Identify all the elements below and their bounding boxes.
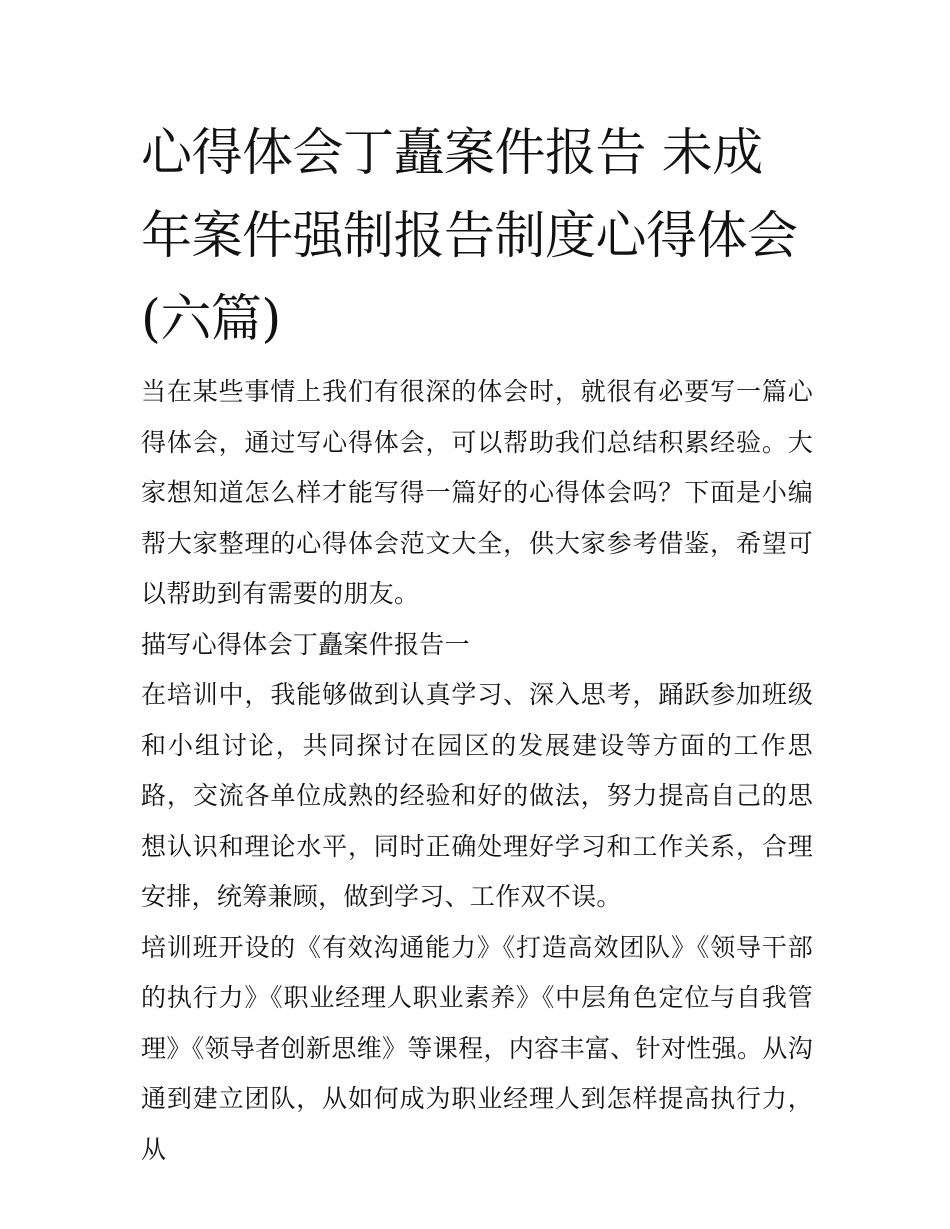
body-paragraph: 培训班开设的《有效沟通能力》《打造高效团队》《领导干部的执行力》《职业经理人职业素养》《中层角色定位与自我管理》《领导者创新思维》等课程，内容丰富、针对性强。从沟通到建立团队，从如何成为职业经理人到怎样提高执行力，从 <box>141 932 813 1164</box>
section-heading: 描写心得体会丁矗案件报告一 <box>141 629 470 659</box>
document-page <box>141 112 813 1175</box>
intro-paragraph: 当在某些事情上我们有很深的体会时，就很有必要写一篇心得体会，通过写心得体会，可以帮助我们总结积累经验。大家想知道怎么样才能写得一篇好的心得体会吗？下面是小编帮大家整理的心得体会范文大全，供大家参考借鉴，希望可以帮助到有需要的朋友。 <box>141 377 813 608</box>
body-paragraph: 在培训中，我能够做到认真学习、深入思考，踊跃参加班级和小组讨论，共同探讨在园区的发展建设等方面的工作思路，交流各单位成熟的经验和好的做法，努力提高自己的思想认识和理论水平，同时正确处理好学习和工作关系，合理安排，统筹兼顾，做到学习、工作双不误。 <box>141 680 813 911</box>
document-body <box>141 367 813 1175</box>
document-title: 心得体会丁矗案件报告 未成年案件强制报告制度心得体会(六篇) <box>141 124 798 349</box>
